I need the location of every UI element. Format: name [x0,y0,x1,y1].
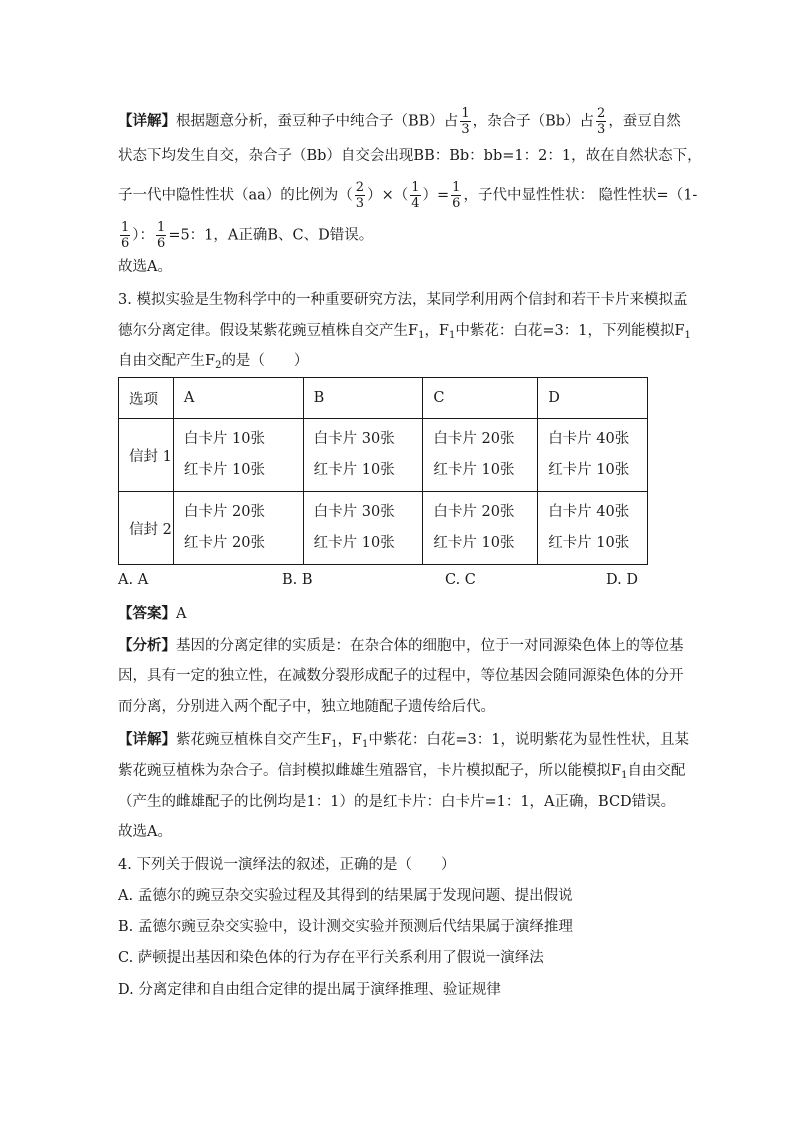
fraction: $\frac{1}{6}$ [157,220,166,251]
q3-detail-line-1: 【详解】紫花豌豆植株自交产生$F_1$，$F_1$中紫花：白花=3：1，说明紫花为显性性状，且某 [118,731,689,750]
fraction: $\frac{2}{3}$ [355,180,365,211]
answer-tag: 【答案】 [118,605,176,622]
table-cell: 白卡片 40张 红卡片 10张 [538,492,648,565]
q3-stem-line-1: 3. 模拟实验是生物科学中的一种重要研究方法，某同学利用两个信封和若干卡片来模拟孟 [118,292,688,308]
table-cell: 白卡片 20张 红卡片 20张 [173,492,303,565]
conclusion-line: 故选A。 [118,259,172,275]
option-c: C. C [445,572,476,588]
q3-detail-line-2: 紫花豌豆植株为杂合子。信封模拟雌雄生殖器官，卡片模拟配子，所以能模拟$F_1$自由交配 [118,763,686,781]
q3-stem-line-2: 德尔分离定律。假设某紫花豌豆植株自交产生$F_1$，$F_1$中紫花：白花=3：1，下列能模拟$F_1$ [118,323,691,341]
table-cell: 白卡片 30张 红卡片 10张 [303,419,423,492]
q4-option-d: D. 分离定律和自由组合定律的提出属于演绎推理、验证规律 [118,982,501,998]
analysis-line-1: 【分析】基因的分离定律的实质是：在杂合体的细胞中，位于一对同源染色体上的等位基 [118,637,684,654]
table-cell: 白卡片 20张 红卡片 10张 [423,492,538,565]
q4-option-b: B. 孟德尔豌豆杂交实验中，设计测交实验并预测后代结果属于演绎推理 [118,919,573,935]
answer-value: A [176,606,187,622]
q3-stem-line-3: 自由交配产生$F_2$的是（ ） [118,353,309,371]
detail-line-2: 状态下均发生自交，杂合子（Bb）自交会出现BB：Bb：bb=1：2：1，故在自然状态下， [118,148,702,164]
table-row [119,492,648,565]
table-row [119,419,648,492]
q4-option-a: A. 孟德尔的豌豆杂交实验过程及其得到的结果属于发现问题、提出假说 [118,888,573,904]
options-table [118,377,648,565]
table-cell: 白卡片 40张 红卡片 10张 [538,419,648,492]
fraction: $\frac{1}{6}$ [121,220,130,251]
q4-option-c: C. 萨顿提出基因和染色体的行为存在平行关系利用了假说一演绎法 [118,950,544,966]
q3-detail-line-4: 故选A。 [118,824,172,840]
analysis-tag: 【分析】 [118,637,176,654]
fraction: $\frac{1}{4}$ [411,180,420,211]
option-b: B. B [282,572,313,588]
detail-line-4: $\frac{1}{6}$ ）： $\frac{1}{6}$ =5：1，A正确B、C、D错误。 [121,220,374,251]
detail-line-3: 子一代中隐性性状（aa）的比例为（ $\frac{2}{3}$ ）×（ $\frac{1}{4}$ ）= $\frac{1}{6}$ ，子代中显性性状： 隐性性状=（1- [118,180,698,211]
table-header-cell: D [538,378,648,419]
analysis-line-3: 而分离，分别进入两个配子中，独立地随配子遗传给后代。 [118,699,495,715]
q4-stem: 4. 下列关于假说一演绎法的叙述，正确的是（ ） [118,857,456,873]
fraction: $\frac{2}{3}$ [597,106,606,137]
row-label: 信封 2 [119,492,174,565]
fraction: $\frac{1}{3}$ [461,106,470,137]
table-header-cell: 选项 [119,378,174,419]
table-header-cell: C [423,378,538,419]
table-cell: 白卡片 30张 红卡片 10张 [303,492,423,565]
detail-line-1: 【详解】根据题意分析，蚕豆种子中纯合子（BB）占 $\frac{1}{3}$ ，杂合子（Bb）占 $\frac{2}{3}$ ，蚕豆自然 [118,106,681,137]
table-cell: 白卡片 20张 红卡片 10张 [423,419,538,492]
detail-tag: 【详解】 [118,112,176,130]
option-d: D. D [606,572,638,588]
analysis-line-2: 因，具有一定的独立性，在减数分裂形成配子的过程中，等位基因会随同源染色体的分开 [118,668,684,684]
detail-tag: 【详解】 [118,731,176,748]
q3-detail-line-3: （产生的雌雄配子的比例均是1：1）的是红卡片：白卡片=1：1，A正确，BCD错误。 [118,794,676,810]
row-label: 信封 1 [119,419,174,492]
answer-line [118,604,186,624]
fraction: $\frac{1}{6}$ [452,180,461,211]
option-a: A. A [118,572,149,588]
table-header-cell: A [173,378,303,419]
table-header-cell: B [303,378,423,419]
table-header-row [119,378,648,419]
table-cell: 白卡片 10张 红卡片 10张 [173,419,303,492]
